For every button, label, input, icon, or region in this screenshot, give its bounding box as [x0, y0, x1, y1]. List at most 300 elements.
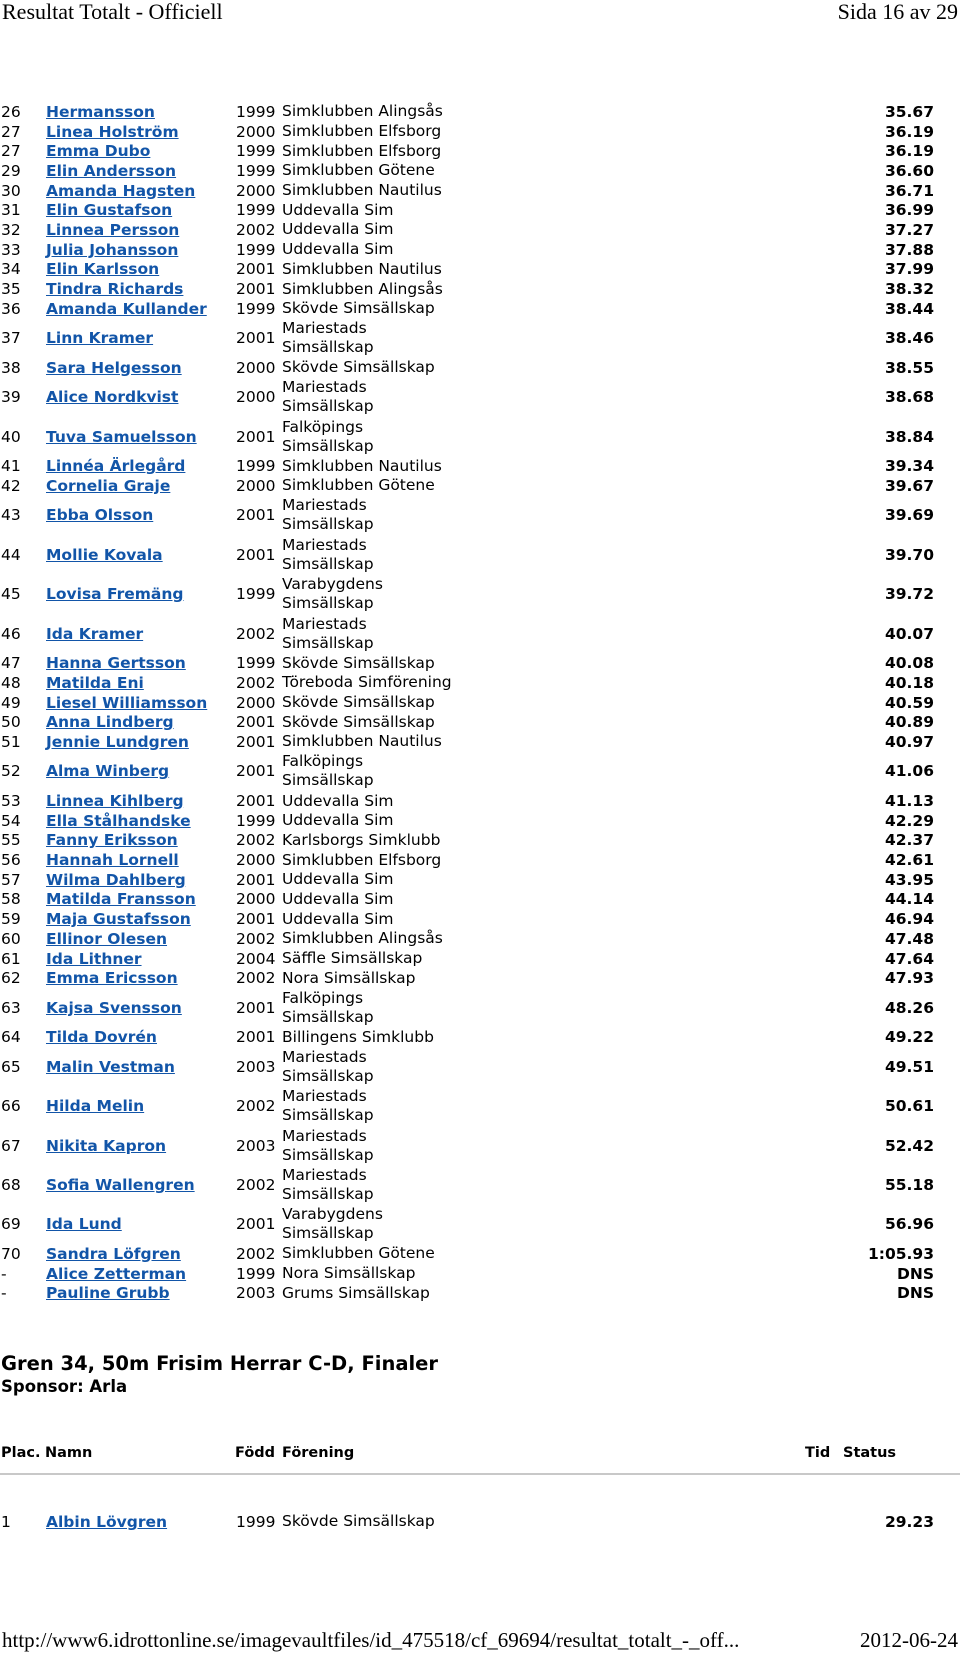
athlete-link[interactable]: Sandra Löfgren [46, 1244, 181, 1263]
result-name-cell [46, 694, 236, 712]
result-club [282, 161, 782, 180]
result-row [0, 732, 960, 752]
result-club-name: Skövde Simsällskap [282, 299, 435, 318]
result-row [0, 1027, 960, 1047]
result-time: 1:05.93 [867, 1244, 934, 1263]
athlete-link[interactable]: Tuva Samuelsson [46, 427, 197, 446]
result-time: 36.19 [884, 122, 934, 141]
result-name-cell [46, 713, 236, 731]
result-born: 2001 [236, 870, 276, 889]
result-club [282, 792, 782, 811]
result-born: 1999 [236, 811, 276, 830]
result-place: 58 [1, 890, 21, 909]
result-club [282, 181, 782, 200]
result-club-name: Mariestads [282, 496, 367, 515]
result-name-cell [46, 930, 236, 948]
result-born: 2001 [236, 998, 276, 1017]
result-born: 2001 [236, 545, 276, 564]
result-row [0, 1047, 960, 1086]
result-time: 38.84 [884, 427, 934, 446]
result-name-cell [46, 457, 236, 475]
result-place: 45 [1, 585, 21, 604]
athlete-link[interactable]: Cornelia Graje [46, 476, 171, 495]
athlete-link[interactable]: Ella Stålhandske [46, 811, 191, 830]
result-time: 47.64 [884, 949, 934, 968]
result-club-name: Mariestads [282, 378, 367, 397]
result-born: 1999 [236, 102, 276, 121]
result-row [0, 279, 960, 299]
result-time: 43.95 [884, 870, 934, 889]
result-place: 48 [1, 673, 21, 692]
result-born: 2000 [236, 388, 276, 407]
result-time: 42.37 [884, 831, 934, 850]
result-club [282, 673, 782, 692]
result-club-name: Simklubben Alingsås [282, 929, 443, 948]
result-club-name-line2: Simsällskap [282, 594, 374, 613]
result-time: 38.55 [884, 358, 934, 377]
result-born: 2001 [236, 762, 276, 781]
result-club-name: Skövde Simsällskap [282, 693, 435, 712]
result-born: 2002 [236, 624, 276, 643]
result-born: 2001 [236, 506, 276, 525]
result-row [0, 1264, 960, 1284]
athlete-link[interactable]: Emma Dubo [46, 142, 151, 161]
result-club [282, 319, 782, 357]
athlete-link[interactable]: Jennie Lundgren [46, 732, 189, 751]
athlete-link[interactable]: Albin Lövgren [46, 1512, 168, 1531]
result-place: 67 [1, 1136, 21, 1155]
result-club [282, 1127, 782, 1165]
result-club-name: Mariestads [282, 1166, 367, 1184]
result-born: 2000 [236, 181, 276, 200]
result-time: DNS [896, 1284, 934, 1303]
athlete-link[interactable]: Tindra Richards [46, 280, 184, 299]
result-club [282, 476, 782, 495]
result-club [282, 240, 782, 259]
final-results-table [0, 1512, 960, 1532]
result-club [282, 102, 782, 121]
athlete-link[interactable]: Linnea Persson [46, 220, 180, 239]
result-club-name: Simklubben Alingsås [282, 279, 443, 298]
result-row [0, 870, 960, 890]
result-club [282, 654, 782, 673]
athlete-link[interactable]: Pauline Grubb [46, 1284, 170, 1303]
result-row [0, 319, 960, 358]
result-born: 1999 [236, 585, 276, 604]
result-name-cell [46, 506, 236, 524]
result-row [0, 102, 960, 122]
athlete-link[interactable]: Alice Nordkvist [46, 388, 179, 407]
result-born: 2002 [236, 929, 276, 948]
athlete-link[interactable]: Sofia Wallengren [46, 1176, 195, 1194]
col-born: Född [235, 1445, 276, 1461]
result-born: 2002 [236, 673, 276, 692]
result-time: 44.14 [884, 890, 934, 909]
result-club [282, 890, 782, 909]
result-club [282, 575, 782, 613]
result-name-cell [46, 221, 236, 239]
result-place: - [1, 1264, 7, 1283]
athlete-link[interactable]: Hilda Melin [46, 1097, 145, 1116]
result-row [0, 181, 960, 201]
result-club-name: Falköpings [282, 752, 364, 771]
result-row [0, 1512, 960, 1532]
result-name-cell [46, 1265, 236, 1283]
result-club-name: Mariestads [282, 1047, 367, 1066]
result-place: 49 [1, 693, 21, 712]
result-time: 37.88 [884, 240, 934, 259]
result-place: 41 [1, 457, 21, 476]
result-time: 36.99 [884, 201, 934, 220]
athlete-link[interactable]: Alice Zetterman [46, 1264, 187, 1283]
result-place: 27 [1, 122, 21, 141]
result-club-name: Varabygdens [282, 575, 383, 594]
result-name-cell [46, 851, 236, 869]
result-club [282, 851, 782, 870]
athlete-link[interactable]: Hanna Gertsson [46, 654, 186, 673]
result-club [282, 811, 782, 830]
athlete-link[interactable]: Wilma Dahlberg [46, 870, 186, 889]
athlete-link[interactable]: Amanda Hagsten [46, 181, 196, 200]
result-place: 47 [1, 654, 21, 673]
athlete-link[interactable]: Linnéa Ärlegård [46, 457, 186, 476]
result-name-cell [46, 280, 236, 298]
result-row [0, 614, 960, 653]
result-row [0, 752, 960, 791]
result-time: 49.22 [884, 1028, 934, 1047]
result-time: 39.67 [884, 476, 934, 495]
result-place: 56 [1, 851, 21, 870]
result-place: 26 [1, 102, 21, 121]
athlete-link[interactable]: Linea Holström [46, 122, 179, 141]
result-born: 2001 [236, 732, 276, 751]
result-born: 1999 [236, 201, 276, 220]
result-club-name: Skövde Simsällskap [282, 712, 435, 731]
result-place: 34 [1, 260, 21, 279]
result-place: 68 [1, 1176, 21, 1194]
result-time: 49.51 [884, 1057, 934, 1076]
result-born: 2001 [236, 260, 276, 279]
result-row [0, 200, 960, 220]
result-club [282, 280, 782, 299]
result-place: 37 [1, 329, 21, 348]
result-name-cell [46, 359, 236, 377]
result-club-name: Mariestads [282, 319, 367, 338]
athlete-link[interactable]: Linn Kramer [46, 329, 154, 348]
results-table [0, 102, 960, 1303]
result-row [0, 1126, 960, 1165]
result-time: 39.70 [884, 545, 934, 564]
result-time: 36.71 [884, 181, 934, 200]
result-born: 2001 [236, 329, 276, 348]
result-name-cell [46, 831, 236, 849]
result-born: 1999 [236, 1264, 276, 1283]
result-name-cell [46, 1028, 236, 1046]
result-club-name-line2: Simsällskap [282, 338, 374, 357]
result-name-cell [46, 1137, 236, 1155]
result-born: 1999 [236, 142, 276, 161]
result-born: 2002 [236, 1097, 276, 1116]
athlete-link[interactable]: Nikita Kapron [46, 1136, 167, 1155]
result-born: 2001 [236, 713, 276, 732]
result-row [0, 299, 960, 319]
result-time: 47.48 [884, 929, 934, 948]
athlete-link[interactable]: Liesel Williamsson [46, 693, 208, 712]
result-born: 2000 [236, 851, 276, 870]
result-club-name-line2: Simsällskap [282, 515, 374, 534]
result-club [282, 752, 782, 790]
result-club [282, 260, 782, 279]
result-time: 39.72 [884, 585, 934, 604]
result-club-name: Simklubben Götene [282, 161, 435, 180]
athlete-link[interactable]: Linnea Kihlberg [46, 792, 184, 811]
result-name-cell [46, 1176, 236, 1194]
result-club-name: Simklubben Elfsborg [282, 122, 442, 141]
result-place: 50 [1, 713, 21, 732]
result-club [282, 989, 782, 1027]
result-club-name: Uddevalla Sim [282, 811, 394, 830]
result-name-cell [46, 625, 236, 643]
result-row [0, 535, 960, 574]
athlete-link[interactable]: Mollie Kovala [46, 545, 163, 564]
result-club [282, 201, 782, 220]
result-club [282, 378, 782, 416]
result-time: 38.44 [884, 299, 934, 318]
athlete-link[interactable]: Elin Karlsson [46, 260, 160, 279]
result-club-name: Uddevalla Sim [282, 791, 394, 810]
result-club [282, 1244, 782, 1263]
result-name-cell [46, 910, 236, 928]
result-row [0, 575, 960, 614]
result-time: 55.18 [884, 1176, 934, 1194]
col-club: Förening [282, 1445, 355, 1461]
athlete-link[interactable]: Ebba Olsson [46, 506, 154, 525]
result-born: 2002 [236, 969, 276, 988]
result-name-cell [46, 477, 236, 495]
athlete-link[interactable]: Sara Helgesson [46, 358, 182, 377]
result-club-name-line2: Simsällskap [282, 633, 374, 652]
page-footer [0, 1626, 960, 1654]
result-place: 40 [1, 427, 21, 446]
result-club [282, 713, 782, 732]
result-row [0, 693, 960, 713]
result-time: 36.60 [884, 161, 934, 180]
result-club [282, 358, 782, 377]
result-name-cell [46, 950, 236, 968]
result-place: 36 [1, 299, 21, 318]
result-club [282, 732, 782, 751]
result-born: 2001 [236, 910, 276, 929]
result-club-name: Karlsborgs Simklubb [282, 830, 441, 849]
result-club-name-line2: Simsällskap [282, 1066, 374, 1085]
athlete-link[interactable]: Elin Gustafson [46, 201, 173, 220]
result-club-name: Uddevalla Sim [282, 909, 394, 928]
result-row [0, 1165, 960, 1204]
result-club-name: Falköpings [282, 417, 364, 436]
result-club-name: Simklubben Elfsborg [282, 850, 442, 869]
result-time: 38.46 [884, 329, 934, 348]
result-place: 69 [1, 1215, 21, 1234]
source-url: http://www6.idrottonline.se/imagevaultfiles/id_475518/cf_69694/resultat_totalt_-_off... [2, 1628, 740, 1652]
result-place: 29 [1, 161, 21, 180]
result-place: 61 [1, 949, 21, 968]
result-name-cell [46, 546, 236, 564]
result-row [0, 791, 960, 811]
result-time: 50.61 [884, 1097, 934, 1116]
col-time: Tid [805, 1445, 831, 1461]
athlete-link[interactable]: Kajsa Svensson [46, 998, 182, 1017]
result-time: 39.69 [884, 506, 934, 525]
result-place: - [1, 1284, 7, 1303]
result-name-cell [46, 1058, 236, 1076]
result-row [0, 1283, 960, 1303]
result-place: 62 [1, 969, 21, 988]
result-name-cell [46, 1284, 236, 1302]
result-row [0, 712, 960, 732]
result-club-name-line2: Simsällskap [282, 1185, 374, 1203]
result-time: 29.23 [884, 1512, 934, 1531]
result-born: 2002 [236, 1176, 276, 1194]
result-club-name: Mariestads [282, 614, 367, 633]
result-name-cell [46, 733, 236, 751]
athlete-link[interactable]: Amanda Kullander [46, 299, 207, 318]
athlete-link[interactable]: Alma Winberg [46, 762, 170, 781]
result-place: 52 [1, 762, 21, 781]
result-row [0, 220, 960, 240]
athlete-link[interactable]: Anna Lindberg [46, 713, 174, 732]
result-name-cell [46, 1097, 236, 1115]
result-born: 2003 [236, 1057, 276, 1076]
athlete-link[interactable]: Ellinor Olesen [46, 929, 168, 948]
result-name-cell [46, 300, 236, 318]
result-place: 63 [1, 998, 21, 1017]
result-name-cell [46, 103, 236, 121]
result-club [282, 1048, 782, 1086]
result-time: 46.94 [884, 910, 934, 929]
result-time: 41.06 [884, 762, 934, 781]
result-row [0, 141, 960, 161]
col-name: Namn [45, 1445, 93, 1461]
athlete-link[interactable]: Emma Ericsson [46, 969, 178, 988]
result-name-cell [46, 123, 236, 141]
result-time: 40.97 [884, 732, 934, 751]
result-time: 41.13 [884, 792, 934, 811]
result-club [282, 949, 782, 968]
result-club-name: Simklubben Götene [282, 1244, 435, 1263]
result-place: 1 [1, 1512, 11, 1531]
result-row [0, 260, 960, 280]
athlete-link[interactable]: Matilda Fransson [46, 890, 196, 909]
result-place: 54 [1, 811, 21, 830]
result-row [0, 1087, 960, 1126]
result-time: 42.29 [884, 811, 934, 830]
athlete-link[interactable]: Lovisa Fremäng [46, 585, 184, 604]
result-time: 40.08 [884, 654, 934, 673]
result-club-name: Uddevalla Sim [282, 200, 394, 219]
result-place: 64 [1, 1028, 21, 1047]
result-club-name: Mariestads [282, 1126, 367, 1145]
athlete-link[interactable]: Malin Vestman [46, 1057, 175, 1076]
athlete-link[interactable]: Ida Kramer [46, 624, 144, 643]
result-name-cell [46, 812, 236, 830]
athlete-link[interactable]: Ida Lithner [46, 949, 142, 968]
result-place: 55 [1, 831, 21, 850]
result-club-name-line2: Simsällskap [282, 554, 374, 573]
result-club [282, 1205, 782, 1243]
result-club [282, 122, 782, 141]
result-club-name: Varabygdens [282, 1205, 383, 1224]
result-club-name: Simklubben Götene [282, 476, 435, 495]
result-club-name: Nora Simsällskap [282, 1264, 416, 1283]
result-place: 33 [1, 240, 21, 259]
result-row [0, 456, 960, 476]
result-club [282, 1087, 782, 1125]
athlete-link[interactable]: Elin Andersson [46, 161, 177, 180]
result-club-name: Mariestads [282, 535, 367, 554]
document-title: Resultat Totalt - Officiell [2, 0, 223, 24]
athlete-link[interactable]: Hannah Lornell [46, 851, 179, 870]
result-row [0, 831, 960, 851]
result-row [0, 811, 960, 831]
result-row [0, 850, 960, 870]
result-club [282, 1284, 782, 1303]
result-club [282, 299, 782, 318]
result-row [0, 417, 960, 456]
result-club-name: Skövde Simsällskap [282, 1512, 435, 1531]
result-place: 32 [1, 220, 21, 239]
athlete-link[interactable]: Tilda Dovrén [46, 1028, 157, 1047]
athlete-link[interactable]: Maja Gustafsson [46, 910, 191, 929]
result-club-name-line2: Simsällskap [282, 1007, 374, 1026]
athlete-link[interactable]: Fanny Eriksson [46, 831, 178, 850]
result-place: 66 [1, 1097, 21, 1116]
athlete-link[interactable]: Matilda Eni [46, 673, 144, 692]
event-title: Gren 34, 50m Frisim Herrar C-D, Finaler [1, 1352, 439, 1375]
result-club-name: Simklubben Nautilus [282, 732, 442, 751]
result-time: 36.19 [884, 142, 934, 161]
result-row [0, 122, 960, 142]
result-name-cell [46, 1245, 236, 1263]
result-club-name: Grums Simsällskap [282, 1283, 430, 1302]
athlete-link[interactable]: Hermansson [46, 102, 155, 121]
result-row [0, 968, 960, 988]
result-club-name: Falköpings [282, 988, 364, 1007]
result-born: 2000 [236, 122, 276, 141]
result-club-name-line2: Simsällskap [282, 771, 374, 790]
result-row [0, 1244, 960, 1264]
result-club [282, 536, 782, 574]
athlete-link[interactable]: Ida Lund [46, 1215, 122, 1234]
result-club-name: Uddevalla Sim [282, 240, 394, 259]
header-divider [0, 1473, 960, 1475]
result-row [0, 949, 960, 969]
result-time: DNS [896, 1264, 934, 1283]
result-time: 56.96 [884, 1215, 934, 1234]
result-time: 48.26 [884, 998, 934, 1017]
result-place: 44 [1, 545, 21, 564]
result-place: 31 [1, 201, 21, 220]
result-name-cell [46, 260, 236, 278]
result-place: 59 [1, 910, 21, 929]
result-club [282, 1512, 782, 1531]
result-time: 52.42 [884, 1136, 934, 1155]
result-club [282, 870, 782, 889]
athlete-link[interactable]: Julia Johansson [46, 240, 179, 259]
result-time: 37.27 [884, 220, 934, 239]
result-name-cell [46, 1215, 236, 1233]
result-row [0, 1205, 960, 1244]
result-name-cell [46, 329, 236, 347]
